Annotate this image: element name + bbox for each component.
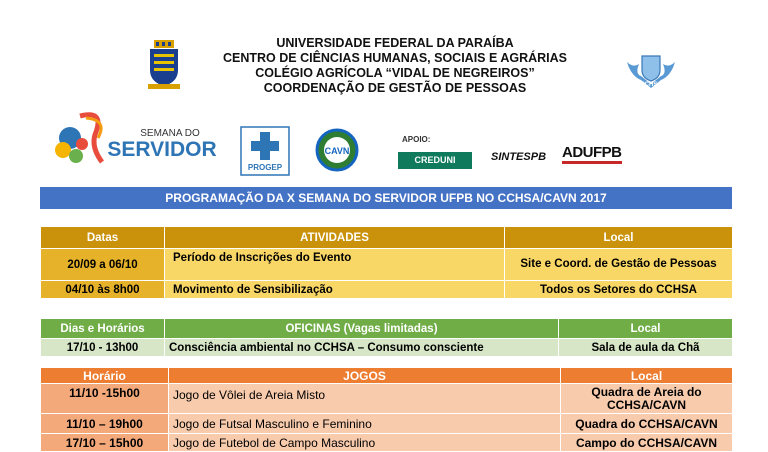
creduni-logo: CREDUNI (398, 152, 472, 169)
date-cell: 04/10 às 8h00 (41, 281, 165, 299)
activity-cell: Consciência ambiental no CCHSA – Consumo consciente (165, 339, 559, 357)
date-cell: 17/10 – 15h00 (41, 434, 169, 452)
svg-text:PROGEP: PROGEP (247, 163, 283, 172)
local-cell: Quadra de Areia do CCHSA/CAVN (561, 384, 733, 414)
svg-text:CCHSA: CCHSA (640, 82, 662, 88)
date-cell: 11/10 – 19h00 (41, 414, 169, 434)
svg-text:SERVIDOR: SERVIDOR (107, 138, 217, 161)
local-cell: Campo do CCHSA/CAVN (561, 434, 733, 452)
table-row (41, 281, 733, 299)
date-cell: 20/09 a 06/10 (41, 249, 165, 281)
ufpb-crest-logo (146, 40, 182, 90)
activity-cell: Movimento de Sensibilização (165, 281, 505, 299)
header-line-4: COORDENAÇÃO DE GESTÃO DE PESSOAS (263, 81, 527, 95)
jogos-table (40, 367, 733, 452)
col-header-jogos: JOGOS (169, 368, 561, 384)
activity-cell: Jogo de Vôlei de Areia Misto (169, 384, 561, 414)
col-header-datas: Datas (41, 227, 165, 249)
col-header-local: Local (561, 368, 733, 384)
date-cell: 11/10 -15h00 (41, 384, 169, 414)
local-cell: Todos os Setores do CCHSA (505, 281, 733, 299)
local-cell: Sala de aula da Chã (559, 339, 733, 357)
activity-cell: Jogo de Futebol de Campo Masculino (169, 434, 561, 452)
col-header-horario: Horário (41, 368, 169, 384)
svg-text:CAVN: CAVN (324, 146, 350, 156)
table-row (41, 339, 733, 357)
table-header-row (41, 368, 733, 384)
cavn-logo (315, 128, 359, 172)
cchsa-logo (625, 50, 677, 90)
program-banner: PROGRAMAÇÃO DA X SEMANA DO SERVIDOR UFPB NO CCHSA/CAVN 2017 (40, 187, 732, 209)
progep-logo (240, 126, 290, 176)
adufpb-logo: ADUFPB (562, 145, 622, 164)
table-header-row (41, 319, 733, 339)
local-cell: Quadra do CCHSA/CAVN (561, 414, 733, 434)
sintespb-logo: SINTESPB (491, 151, 547, 163)
table-row (41, 249, 733, 281)
table-row (41, 434, 733, 452)
col-header-local: Local (505, 227, 733, 249)
col-header-oficinas: OFICINAS (Vagas limitadas) (165, 319, 559, 339)
col-header-atividades: ATIVIDADES (165, 227, 505, 249)
header-line-2: CENTRO DE CIÊNCIAS HUMANAS, SOCIAIS E AGRÁRIAS (222, 51, 567, 65)
semana-do-servidor-logo (50, 110, 228, 174)
date-cell: 17/10 - 13h00 (41, 339, 165, 357)
table-row (41, 414, 733, 434)
svg-text:SEMANA DO: SEMANA DO (140, 128, 200, 139)
table-row (41, 384, 733, 414)
activity-cell: Jogo de Futsal Masculino e Feminino (169, 414, 561, 434)
apoio-label: APOIO: (402, 135, 431, 144)
activity-cell: Período de Inscrições do Evento (165, 249, 505, 281)
col-header-dias-horarios: Dias e Horários (41, 319, 165, 339)
header-line-1: UNIVERSIDADE FEDERAL DA PARAÍBA (276, 36, 514, 50)
header-line-3: COLÉGIO AGRÍCOLA “VIDAL DE NEGREIROS” (255, 66, 535, 80)
institution-header (200, 36, 590, 96)
atividades-table (40, 226, 733, 299)
local-cell: Site e Coord. de Gestão de Pessoas (505, 249, 733, 281)
oficinas-table (40, 318, 733, 357)
table-header-row (41, 227, 733, 249)
col-header-local: Local (559, 319, 733, 339)
